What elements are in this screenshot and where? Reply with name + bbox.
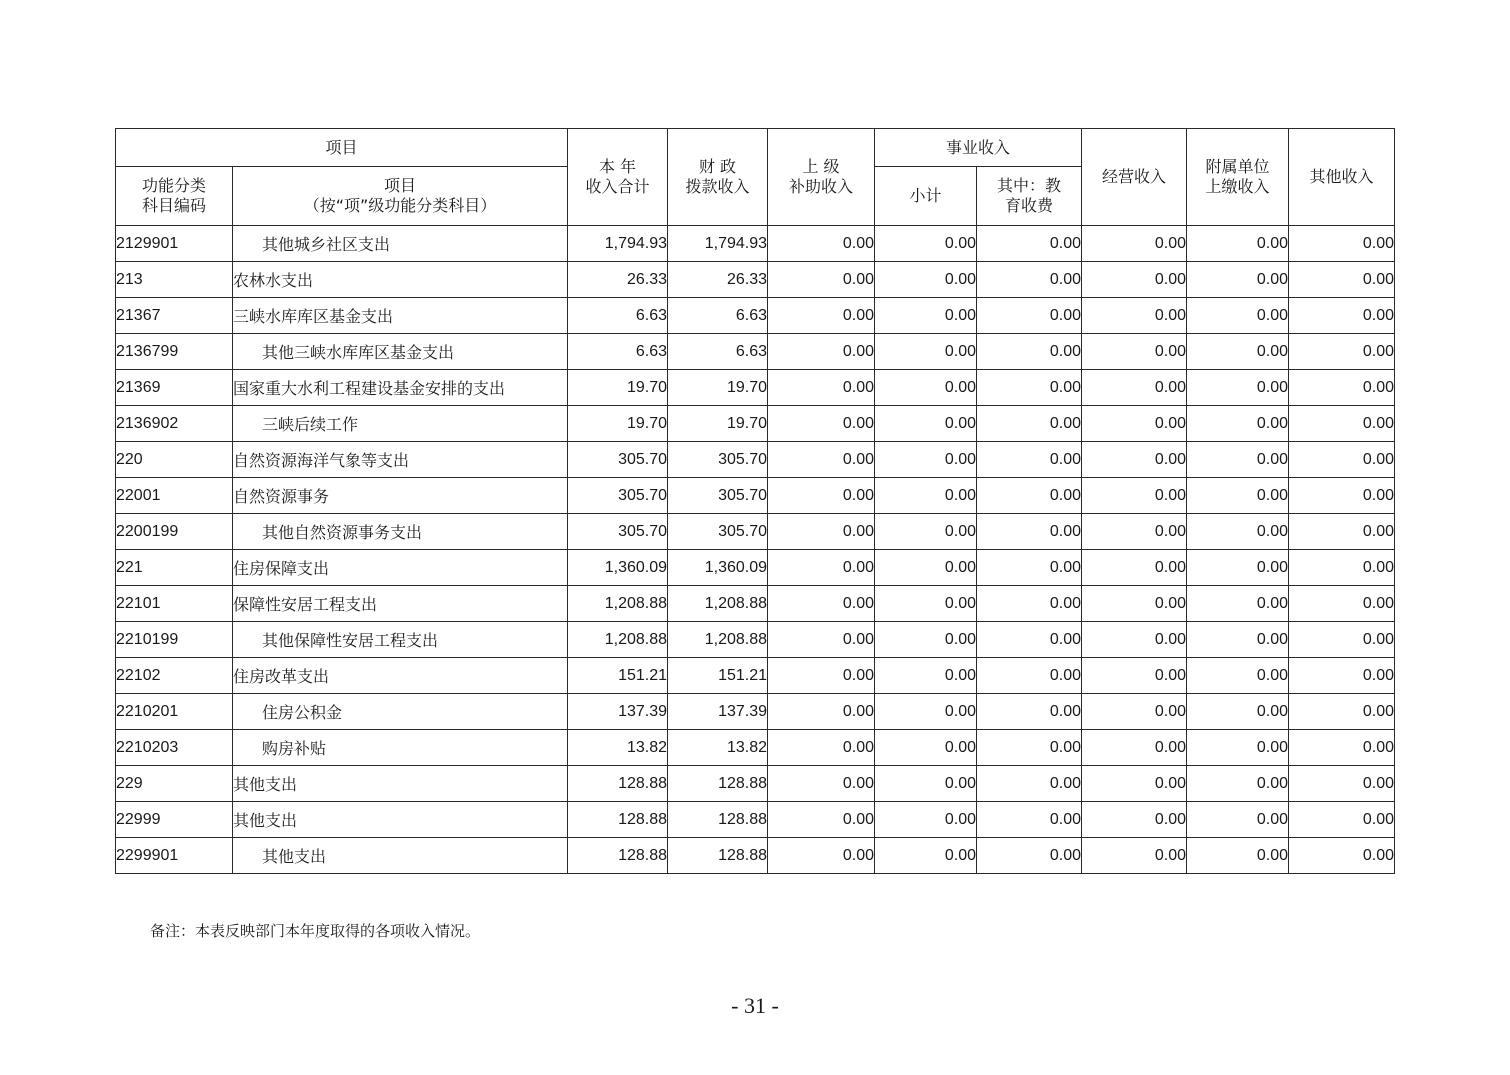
cell-subtotal: 0.00: [875, 406, 977, 442]
cell-operating: 0.00: [1082, 694, 1187, 730]
cell-education: 0.00: [977, 406, 1082, 442]
cell-code: 220: [116, 442, 233, 478]
cell-subtotal: 0.00: [875, 694, 977, 730]
cell-name: 住房保障支出: [233, 550, 568, 586]
header-total: 本 年 收入合计: [568, 129, 668, 226]
cell-other: 0.00: [1289, 550, 1395, 586]
cell-other: 0.00: [1289, 262, 1395, 298]
header-business-group: 事业收入: [875, 129, 1082, 167]
table-header: [116, 129, 1395, 226]
cell-subtotal: 0.00: [875, 298, 977, 334]
cell-affiliated: 0.00: [1187, 766, 1289, 802]
cell-total: 1,360.09: [568, 550, 668, 586]
cell-name: 三峡后续工作: [233, 406, 568, 442]
cell-operating: 0.00: [1082, 370, 1187, 406]
cell-superior: 0.00: [768, 226, 875, 262]
cell-education: 0.00: [977, 586, 1082, 622]
cell-other: 0.00: [1289, 334, 1395, 370]
table-row: [116, 406, 1395, 442]
cell-subtotal: 0.00: [875, 262, 977, 298]
table-body: [116, 226, 1395, 874]
cell-subtotal: 0.00: [875, 514, 977, 550]
cell-name: 其他自然资源事务支出: [233, 514, 568, 550]
table-row: [116, 550, 1395, 586]
cell-total: 19.70: [568, 406, 668, 442]
cell-fiscal: 1,208.88: [668, 622, 768, 658]
cell-fiscal: 6.63: [668, 298, 768, 334]
cell-subtotal: 0.00: [875, 622, 977, 658]
cell-affiliated: 0.00: [1187, 694, 1289, 730]
table-row: [116, 370, 1395, 406]
cell-fiscal: 6.63: [668, 334, 768, 370]
cell-code: 21369: [116, 370, 233, 406]
cell-total: 128.88: [568, 838, 668, 874]
cell-other: 0.00: [1289, 586, 1395, 622]
header-name: 项目 （按“项”级功能分类科目）: [233, 167, 568, 226]
cell-code: 2210199: [116, 622, 233, 658]
cell-education: 0.00: [977, 694, 1082, 730]
cell-education: 0.00: [977, 262, 1082, 298]
table-row: [116, 334, 1395, 370]
table-row: [116, 766, 1395, 802]
cell-code: 221: [116, 550, 233, 586]
cell-subtotal: 0.00: [875, 442, 977, 478]
cell-superior: 0.00: [768, 262, 875, 298]
cell-superior: 0.00: [768, 298, 875, 334]
cell-affiliated: 0.00: [1187, 802, 1289, 838]
cell-code: 2136902: [116, 406, 233, 442]
header-code: 功能分类 科目编码: [116, 167, 233, 226]
cell-fiscal: 128.88: [668, 766, 768, 802]
cell-total: 6.63: [568, 334, 668, 370]
table-row: [116, 730, 1395, 766]
cell-subtotal: 0.00: [875, 730, 977, 766]
cell-superior: 0.00: [768, 370, 875, 406]
cell-other: 0.00: [1289, 226, 1395, 262]
cell-operating: 0.00: [1082, 406, 1187, 442]
cell-code: 2136799: [116, 334, 233, 370]
cell-superior: 0.00: [768, 550, 875, 586]
cell-other: 0.00: [1289, 406, 1395, 442]
cell-fiscal: 305.70: [668, 514, 768, 550]
cell-fiscal: 305.70: [668, 478, 768, 514]
cell-superior: 0.00: [768, 334, 875, 370]
table-row: [116, 658, 1395, 694]
cell-code: 22101: [116, 586, 233, 622]
cell-education: 0.00: [977, 226, 1082, 262]
cell-superior: 0.00: [768, 586, 875, 622]
cell-fiscal: 128.88: [668, 838, 768, 874]
cell-education: 0.00: [977, 838, 1082, 874]
cell-affiliated: 0.00: [1187, 514, 1289, 550]
cell-code: 2129901: [116, 226, 233, 262]
cell-other: 0.00: [1289, 658, 1395, 694]
cell-operating: 0.00: [1082, 478, 1187, 514]
header-subtotal: 小计: [875, 167, 977, 226]
cell-operating: 0.00: [1082, 730, 1187, 766]
cell-other: 0.00: [1289, 802, 1395, 838]
cell-education: 0.00: [977, 550, 1082, 586]
cell-other: 0.00: [1289, 478, 1395, 514]
cell-affiliated: 0.00: [1187, 838, 1289, 874]
cell-education: 0.00: [977, 298, 1082, 334]
header-fiscal: 财 政 拨款收入: [668, 129, 768, 226]
cell-other: 0.00: [1289, 838, 1395, 874]
cell-fiscal: 26.33: [668, 262, 768, 298]
cell-fiscal: 137.39: [668, 694, 768, 730]
cell-operating: 0.00: [1082, 334, 1187, 370]
cell-operating: 0.00: [1082, 802, 1187, 838]
cell-superior: 0.00: [768, 478, 875, 514]
cell-total: 128.88: [568, 766, 668, 802]
cell-name: 住房公积金: [233, 694, 568, 730]
cell-total: 128.88: [568, 802, 668, 838]
table-row: [116, 478, 1395, 514]
table-row: [116, 622, 1395, 658]
cell-fiscal: 305.70: [668, 442, 768, 478]
table-row: [116, 262, 1395, 298]
cell-affiliated: 0.00: [1187, 262, 1289, 298]
table-row: [116, 298, 1395, 334]
cell-total: 1,794.93: [568, 226, 668, 262]
cell-superior: 0.00: [768, 442, 875, 478]
cell-subtotal: 0.00: [875, 802, 977, 838]
table-row: [116, 514, 1395, 550]
cell-code: 229: [116, 766, 233, 802]
table-row: [116, 802, 1395, 838]
table-row: [116, 226, 1395, 262]
cell-education: 0.00: [977, 478, 1082, 514]
cell-other: 0.00: [1289, 298, 1395, 334]
cell-superior: 0.00: [768, 694, 875, 730]
cell-fiscal: 1,208.88: [668, 586, 768, 622]
income-table: [115, 128, 1395, 874]
cell-affiliated: 0.00: [1187, 622, 1289, 658]
cell-other: 0.00: [1289, 622, 1395, 658]
cell-other: 0.00: [1289, 514, 1395, 550]
cell-affiliated: 0.00: [1187, 550, 1289, 586]
header-superior: 上 级 补助收入: [768, 129, 875, 226]
cell-total: 26.33: [568, 262, 668, 298]
cell-code: 2299901: [116, 838, 233, 874]
cell-operating: 0.00: [1082, 766, 1187, 802]
cell-fiscal: 19.70: [668, 370, 768, 406]
cell-code: 2200199: [116, 514, 233, 550]
cell-affiliated: 0.00: [1187, 226, 1289, 262]
cell-education: 0.00: [977, 514, 1082, 550]
cell-total: 137.39: [568, 694, 668, 730]
cell-subtotal: 0.00: [875, 334, 977, 370]
cell-total: 305.70: [568, 514, 668, 550]
cell-code: 2210201: [116, 694, 233, 730]
cell-fiscal: 19.70: [668, 406, 768, 442]
cell-code: 213: [116, 262, 233, 298]
cell-operating: 0.00: [1082, 226, 1187, 262]
cell-name: 其他三峡水库库区基金支出: [233, 334, 568, 370]
cell-total: 305.70: [568, 478, 668, 514]
cell-code: 21367: [116, 298, 233, 334]
cell-education: 0.00: [977, 622, 1082, 658]
cell-name: 住房改革支出: [233, 658, 568, 694]
table-row: [116, 838, 1395, 874]
cell-affiliated: 0.00: [1187, 334, 1289, 370]
cell-operating: 0.00: [1082, 622, 1187, 658]
cell-subtotal: 0.00: [875, 586, 977, 622]
cell-name: 保障性安居工程支出: [233, 586, 568, 622]
cell-name: 其他支出: [233, 766, 568, 802]
cell-superior: 0.00: [768, 838, 875, 874]
cell-name: 农林水支出: [233, 262, 568, 298]
cell-total: 13.82: [568, 730, 668, 766]
cell-education: 0.00: [977, 442, 1082, 478]
cell-superior: 0.00: [768, 766, 875, 802]
header-affiliated: 附属单位 上缴收入: [1187, 129, 1289, 226]
cell-affiliated: 0.00: [1187, 586, 1289, 622]
cell-subtotal: 0.00: [875, 838, 977, 874]
table-note: 备注：本表反映部门本年度取得的各项收入情况。: [150, 922, 481, 940]
cell-name: 自然资源事务: [233, 478, 568, 514]
cell-superior: 0.00: [768, 514, 875, 550]
cell-operating: 0.00: [1082, 514, 1187, 550]
cell-other: 0.00: [1289, 442, 1395, 478]
table-row: [116, 694, 1395, 730]
table-row: [116, 586, 1395, 622]
cell-name: 自然资源海洋气象等支出: [233, 442, 568, 478]
cell-operating: 0.00: [1082, 262, 1187, 298]
cell-other: 0.00: [1289, 694, 1395, 730]
page-number: - 31 -: [731, 993, 779, 1018]
header-other: 其他收入: [1289, 129, 1395, 226]
cell-operating: 0.00: [1082, 550, 1187, 586]
cell-affiliated: 0.00: [1187, 730, 1289, 766]
cell-other: 0.00: [1289, 730, 1395, 766]
cell-operating: 0.00: [1082, 442, 1187, 478]
cell-name: 国家重大水利工程建设基金安排的支出: [233, 370, 568, 406]
cell-total: 19.70: [568, 370, 668, 406]
cell-education: 0.00: [977, 658, 1082, 694]
cell-other: 0.00: [1289, 766, 1395, 802]
cell-code: 22001: [116, 478, 233, 514]
cell-education: 0.00: [977, 802, 1082, 838]
cell-name: 其他城乡社区支出: [233, 226, 568, 262]
cell-superior: 0.00: [768, 406, 875, 442]
cell-affiliated: 0.00: [1187, 406, 1289, 442]
cell-operating: 0.00: [1082, 298, 1187, 334]
cell-subtotal: 0.00: [875, 550, 977, 586]
cell-affiliated: 0.00: [1187, 442, 1289, 478]
cell-fiscal: 151.21: [668, 658, 768, 694]
header-operating: 经营收入: [1082, 129, 1187, 226]
cell-fiscal: 1,360.09: [668, 550, 768, 586]
header-project-group: 项目: [116, 129, 568, 167]
cell-affiliated: 0.00: [1187, 298, 1289, 334]
cell-name: 其他支出: [233, 802, 568, 838]
cell-total: 6.63: [568, 298, 668, 334]
cell-fiscal: 128.88: [668, 802, 768, 838]
cell-total: 305.70: [568, 442, 668, 478]
cell-name: 购房补贴: [233, 730, 568, 766]
table-row: [116, 442, 1395, 478]
cell-total: 151.21: [568, 658, 668, 694]
cell-fiscal: 13.82: [668, 730, 768, 766]
cell-other: 0.00: [1289, 370, 1395, 406]
cell-operating: 0.00: [1082, 838, 1187, 874]
cell-education: 0.00: [977, 730, 1082, 766]
cell-superior: 0.00: [768, 658, 875, 694]
cell-affiliated: 0.00: [1187, 478, 1289, 514]
cell-superior: 0.00: [768, 802, 875, 838]
cell-subtotal: 0.00: [875, 370, 977, 406]
cell-superior: 0.00: [768, 730, 875, 766]
cell-education: 0.00: [977, 370, 1082, 406]
cell-total: 1,208.88: [568, 622, 668, 658]
cell-total: 1,208.88: [568, 586, 668, 622]
cell-subtotal: 0.00: [875, 478, 977, 514]
cell-education: 0.00: [977, 334, 1082, 370]
cell-operating: 0.00: [1082, 586, 1187, 622]
cell-affiliated: 0.00: [1187, 370, 1289, 406]
cell-subtotal: 0.00: [875, 226, 977, 262]
cell-superior: 0.00: [768, 622, 875, 658]
cell-affiliated: 0.00: [1187, 658, 1289, 694]
cell-subtotal: 0.00: [875, 766, 977, 802]
cell-code: 22102: [116, 658, 233, 694]
cell-fiscal: 1,794.93: [668, 226, 768, 262]
header-education: 其中：教 育收费: [977, 167, 1082, 226]
cell-education: 0.00: [977, 766, 1082, 802]
cell-operating: 0.00: [1082, 658, 1187, 694]
cell-name: 其他支出: [233, 838, 568, 874]
cell-code: 2210203: [116, 730, 233, 766]
cell-subtotal: 0.00: [875, 658, 977, 694]
cell-name: 三峡水库库区基金支出: [233, 298, 568, 334]
cell-code: 22999: [116, 802, 233, 838]
cell-name: 其他保障性安居工程支出: [233, 622, 568, 658]
